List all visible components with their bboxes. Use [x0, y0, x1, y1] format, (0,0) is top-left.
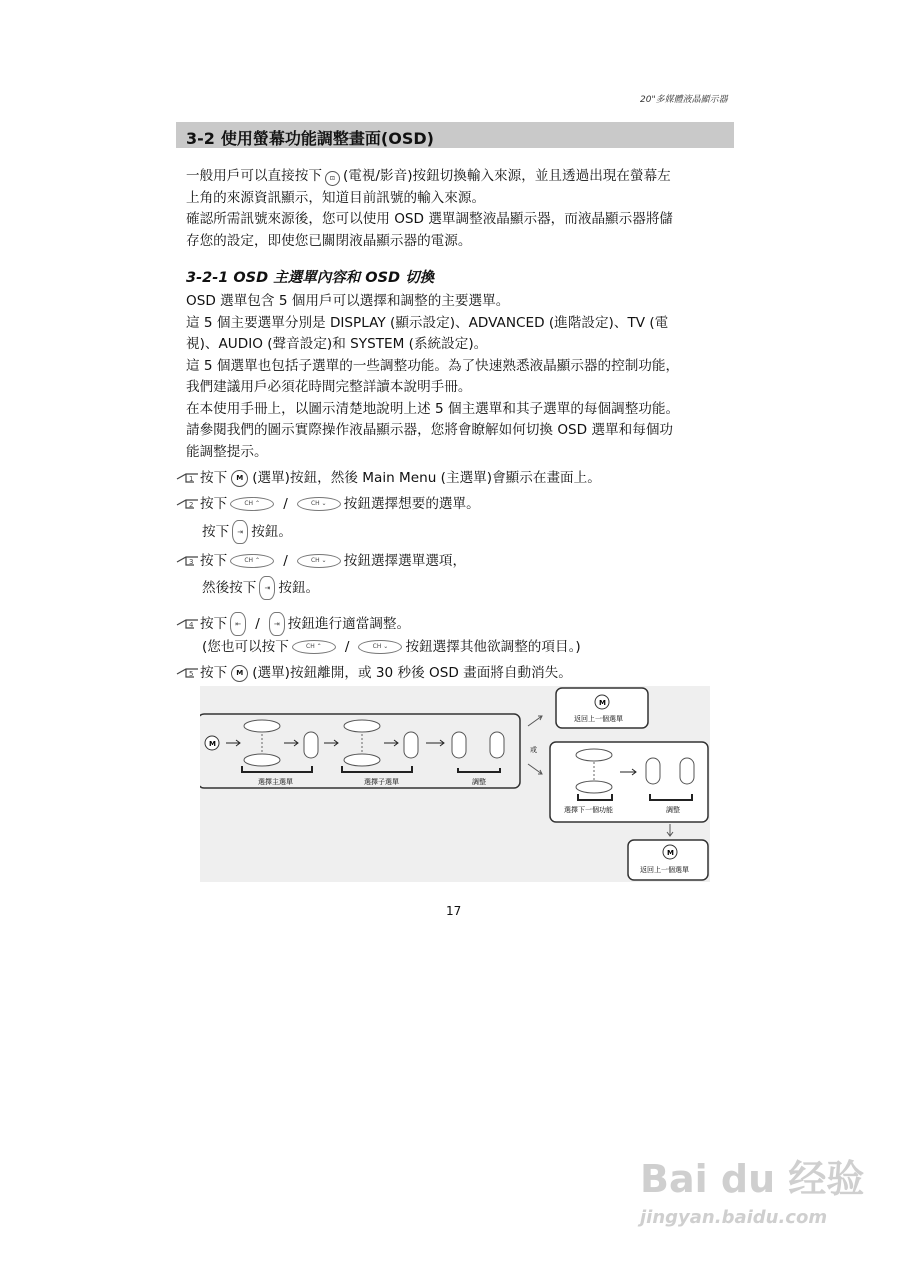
channel-down-icon: CH ⌄ — [358, 640, 402, 654]
step-text: 按鈕選擇想要的選單。 — [343, 496, 480, 512]
svg-text:5: 5 — [189, 670, 194, 678]
channel-up-icon — [344, 720, 380, 732]
body-paragraph — [186, 291, 731, 463]
step-3 — [176, 551, 466, 571]
label-back-previous: 返回上一個選單 — [574, 715, 623, 723]
channel-up-icon: CH ⌃ — [230, 497, 274, 511]
flow-arrow-icon — [528, 764, 542, 774]
section-title-text: 使用螢幕功能調整畫面(OSD) — [220, 129, 434, 148]
pointing-hand-icon — [176, 497, 200, 511]
volume-right-icon — [404, 732, 418, 758]
step-text: 按鈕。 — [278, 580, 320, 596]
flow-arrow-icon — [426, 740, 444, 746]
svg-text:4: 4 — [189, 621, 194, 629]
pointing-hand-icon — [176, 471, 200, 485]
subsection-title: 3-2-1 OSD 主選單內容和 OSD 切換 — [186, 270, 435, 286]
menu-button-icon: M — [231, 665, 248, 682]
channel-up-icon — [576, 749, 612, 761]
intro-line3: 確認所需訊號來源後，您可以使用 OSD 選單調整液晶顯示器，而液晶顯示器將儲 — [186, 211, 674, 227]
step-text: 按鈕進行適當調整。 — [287, 616, 411, 632]
step-text: 然後按下 — [202, 580, 257, 596]
body-line: 視)、AUDIO (聲音設定)和 SYSTEM (系統設定)。 — [186, 336, 488, 352]
volume-right-icon — [680, 758, 694, 784]
flow-arrow-icon — [667, 824, 673, 836]
volume-right-icon: ⇥ — [232, 520, 248, 544]
step-text: 按下 — [200, 496, 228, 512]
volume-left-icon — [452, 732, 466, 758]
watermark-url: jingyan.baidu.com — [640, 1207, 828, 1228]
volume-right-icon — [304, 732, 318, 758]
menu-button-label: M — [209, 740, 216, 748]
pointing-hand-icon — [176, 554, 200, 568]
step-text: 按鈕。 — [251, 524, 292, 540]
step-4 — [176, 612, 410, 636]
intro-line1a: 一般用戶可以直接按下 — [186, 168, 322, 184]
watermark — [640, 1148, 864, 1228]
channel-down-icon — [244, 754, 280, 766]
step-sep: / — [283, 496, 288, 512]
step-sep: / — [283, 553, 288, 569]
channel-down-icon — [344, 754, 380, 766]
page-number: 17 — [446, 904, 462, 918]
volume-left-icon: ⇤ — [230, 612, 246, 636]
step-text: (選單)按鈕離開，或 30 秒後 OSD 畫面將自動消失。 — [252, 665, 572, 681]
body-line: 這 5 個選單也包括子選單的一些調整功能。為了快速熟悉液晶顯示器的控制功能， — [186, 357, 680, 374]
body-line: 這 5 個主要選單分別是 DISPLAY (顯示設定)、ADVANCED (進階設定)、TV (電 — [186, 314, 669, 331]
svg-text:2: 2 — [189, 501, 194, 509]
step-text: 按下 — [200, 553, 228, 569]
label-next-function: 選擇下一個功能 — [564, 806, 613, 814]
header-note: 20"多媒體液晶顯示器 — [640, 95, 728, 105]
bracket — [242, 766, 312, 772]
body-line: 在本使用手冊上，以圖示清楚地說明上述 5 個主選單和其子選單的每個調整功能。 — [186, 400, 680, 417]
section-number: 3-2 — [186, 129, 215, 148]
bracket — [342, 766, 412, 772]
osd-flow-diagram-svg — [200, 686, 710, 882]
step-text: (選單)按鈕，然後 Main Menu (主選單)會顯示在畫面上。 — [252, 470, 601, 486]
menu-button-label: M — [599, 699, 606, 707]
step-sep: / — [344, 639, 350, 655]
channel-up-icon: CH ⌃ — [292, 640, 336, 654]
step-text: 按鈕選擇其他欲調整的項目。) — [405, 639, 581, 655]
channel-down-icon — [576, 781, 612, 793]
body-line: 請參閱我們的圖示實際操作液晶顯示器，您將會瞭解如何切換 OSD 選單和每個功 — [186, 422, 674, 438]
volume-left-icon — [646, 758, 660, 784]
channel-up-icon: CH ⌃ — [230, 554, 274, 568]
intro-line1b: (電視/影音)按鈕切換輸入來源，並且透過出現在螢幕左 — [342, 168, 671, 184]
menu-button-icon: M — [231, 470, 248, 487]
step-1 — [176, 468, 601, 488]
body-line: OSD 選單包含 5 個用戶可以選擇和調整的主要選單。 — [186, 293, 510, 309]
pointing-hand-icon — [176, 666, 200, 680]
watermark-brand: Bai du 经验 — [640, 1157, 865, 1201]
flow-arrow-icon — [528, 716, 542, 726]
step-3b — [176, 576, 319, 600]
step-2b — [176, 520, 292, 544]
tv-av-icon: ⊡ — [325, 171, 340, 186]
step-sep: / — [255, 616, 260, 632]
step-4b — [176, 637, 581, 657]
intro-paragraph — [186, 166, 731, 252]
body-line: 能調整提示。 — [186, 443, 268, 460]
intro-line4: 存您的設定，即使您已關閉液晶顯示器的電源。 — [186, 232, 472, 249]
step-2 — [176, 494, 480, 514]
menu-button-label: M — [667, 849, 674, 857]
channel-down-icon: CH ⌄ — [297, 554, 341, 568]
step-text: (您也可以按下 — [202, 639, 289, 655]
label-or: 或 — [530, 746, 537, 754]
intro-line2: 上角的來源資訊顯示，知道目前訊號的輸入來源。 — [186, 189, 486, 206]
flow-arrow-icon — [284, 740, 298, 746]
label-adjust: 調整 — [666, 806, 680, 814]
step-text: 按下 — [202, 524, 230, 540]
volume-right-icon: ⇥ — [269, 612, 285, 636]
step-text: 按下 — [200, 665, 228, 681]
step-5 — [176, 663, 572, 683]
step-text: 按鈕選擇選單選項， — [343, 553, 467, 569]
step-text: 按下 — [200, 616, 228, 632]
label-main-menu: 選擇主選單 — [258, 778, 293, 786]
flow-arrow-icon — [384, 740, 398, 746]
pointing-hand-icon — [176, 617, 200, 631]
step-text: 按下 — [200, 470, 228, 486]
volume-right-icon — [490, 732, 504, 758]
channel-up-icon — [244, 720, 280, 732]
svg-text:1: 1 — [189, 475, 194, 483]
volume-right-icon: ⇥ — [259, 576, 275, 600]
flow-arrow-icon — [226, 740, 240, 746]
label-sub-menu: 選擇子選單 — [364, 778, 399, 786]
svg-text:3: 3 — [189, 558, 194, 566]
section-title — [186, 126, 434, 149]
label-back-previous: 返回上一個選單 — [640, 866, 689, 874]
body-line: 我們建議用戶必須花時間完整詳讀本說明手冊。 — [186, 379, 472, 395]
label-adjust: 調整 — [472, 778, 486, 786]
bracket — [458, 768, 500, 772]
flow-arrow-icon — [324, 740, 338, 746]
channel-down-icon: CH ⌄ — [297, 497, 341, 511]
